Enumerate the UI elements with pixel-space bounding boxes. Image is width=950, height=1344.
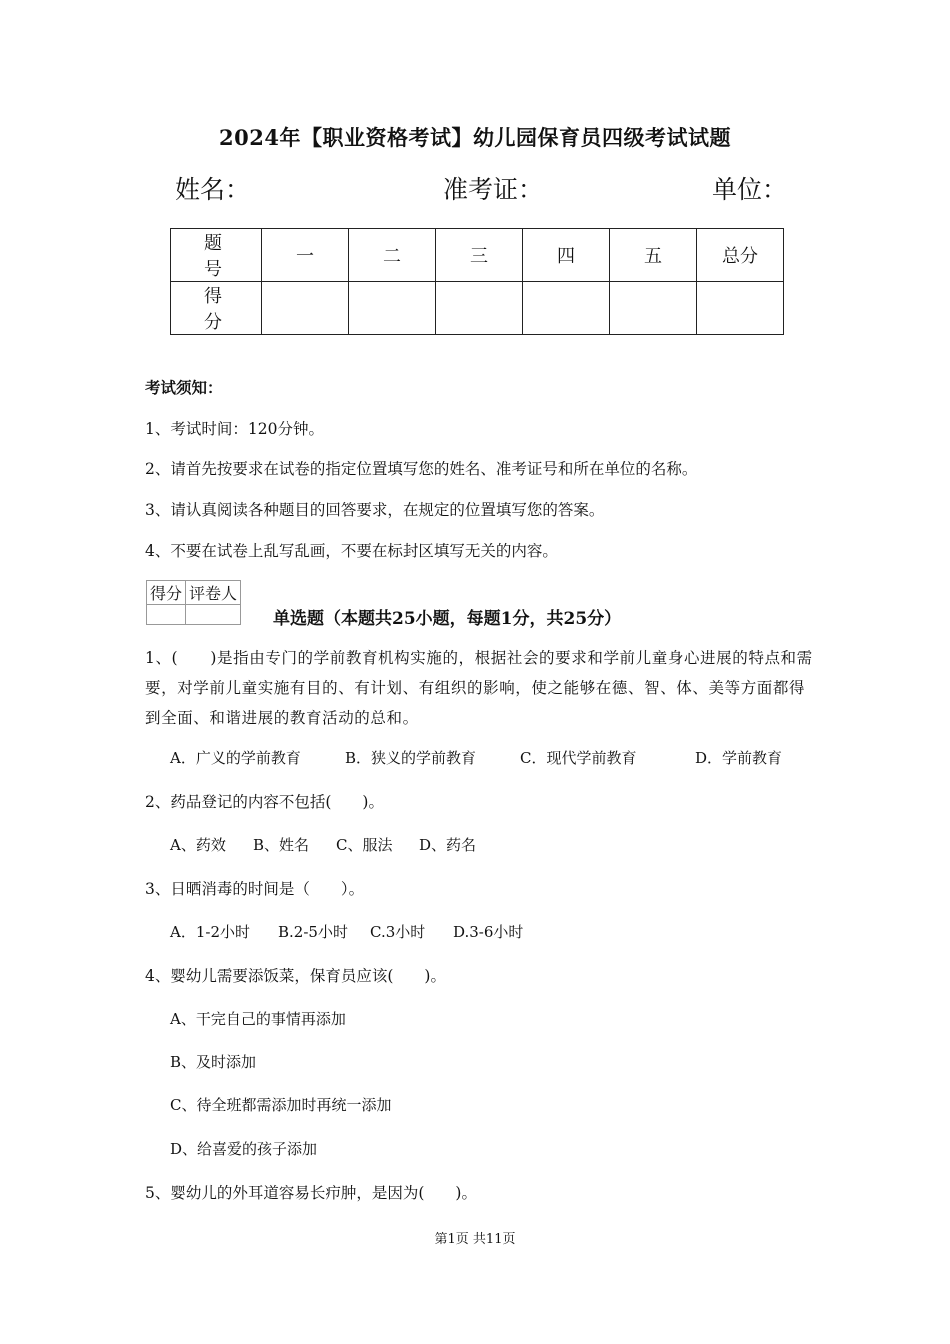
q1-option-c: C．现代学前教育 (520, 749, 637, 767)
page-title: 2024年【职业资格考试】幼儿园保育员四级考试试题 (219, 125, 731, 150)
header-cell-label: 题 号 (171, 229, 262, 282)
q1-option-a: A．广义的学前教育 (170, 749, 301, 767)
header-cell-5: 五 (610, 229, 697, 282)
q2-option-d: D、药名 (419, 836, 477, 854)
instructions-heading: 考试须知： (145, 378, 223, 397)
grader-score-cell (147, 605, 186, 625)
score-cell-5 (610, 282, 697, 335)
question-4: 4、婴幼儿需要添饭菜，保育员应该( )。 (145, 967, 446, 985)
score-cell-3 (436, 282, 523, 335)
score-cell-2 (349, 282, 436, 335)
question-3: 3、日晒消毒的时间是（ ）。 (145, 880, 365, 898)
score-table (170, 228, 784, 335)
instruction-item: 3、请认真阅读各种题目的回答要求，在规定的位置填写您的答案。 (145, 501, 605, 519)
q3-option-d: D.3-6小时 (453, 923, 524, 941)
q2-option-c: C、服法 (336, 836, 393, 854)
q2-option-a: A、药效 (170, 836, 226, 854)
score-cell-total (697, 282, 784, 335)
name-label: 姓名： (175, 175, 251, 204)
exam-id-label: 准考证： (443, 175, 544, 204)
header-cell-total: 总分 (697, 229, 784, 282)
question-2: 2、药品登记的内容不包括( )。 (145, 793, 384, 811)
header-cell-2: 二 (349, 229, 436, 282)
score-table-header-row (171, 229, 784, 282)
q4-option-d: D、给喜爱的孩子添加 (170, 1140, 318, 1158)
score-cell-4 (523, 282, 610, 335)
q4-option-b: B、及时添加 (170, 1053, 257, 1071)
grader-name-label: 评卷人 (186, 581, 241, 605)
q4-option-c: C、待全班都需添加时再统一添加 (170, 1096, 392, 1114)
section-title: 单选题（本题共25小题，每题1分，共25分） (273, 609, 622, 629)
q2-option-b: B、姓名 (253, 836, 310, 854)
grader-box (146, 580, 241, 625)
q4-option-a: A、干完自己的事情再添加 (170, 1010, 346, 1028)
score-cell-label: 得 分 (171, 282, 262, 335)
grader-name-cell (186, 605, 241, 625)
instruction-item: 1、考试时间：120分钟。 (145, 420, 324, 438)
unit-label: 单位： (712, 175, 788, 204)
q3-option-a: A．1-2小时 (170, 923, 250, 941)
question-5: 5、婴幼儿的外耳道容易长疖肿，是因为( )。 (145, 1184, 477, 1202)
instruction-item: 4、不要在试卷上乱写乱画，不要在标封区填写无关的内容。 (145, 542, 558, 560)
instruction-item: 2、请首先按要求在试卷的指定位置填写您的姓名、准考证号和所在单位的名称。 (145, 460, 698, 478)
question-1: 1、( )是指由专门的学前教育机构实施的，根据社会的要求和学前儿童身心进展的特点和需要，对学前儿童实施有目的、有计划、有组织的影响，使之能够在德、智、体、美等方面都得到全面、和谐进展的教育活动的总和。 (145, 649, 813, 727)
q3-option-b: B.2-5小时 (278, 923, 348, 941)
header-cell-3: 三 (436, 229, 523, 282)
page-footer: 第1页 共11页 (434, 1232, 516, 1247)
grader-score-label: 得分 (147, 581, 186, 605)
q3-option-c: C.3小时 (370, 923, 426, 941)
q1-option-d: D．学前教育 (695, 749, 783, 767)
score-table-score-row (171, 282, 784, 335)
q1-option-b: B．狭义的学前教育 (345, 749, 477, 767)
header-cell-1: 一 (262, 229, 349, 282)
header-cell-4: 四 (523, 229, 610, 282)
